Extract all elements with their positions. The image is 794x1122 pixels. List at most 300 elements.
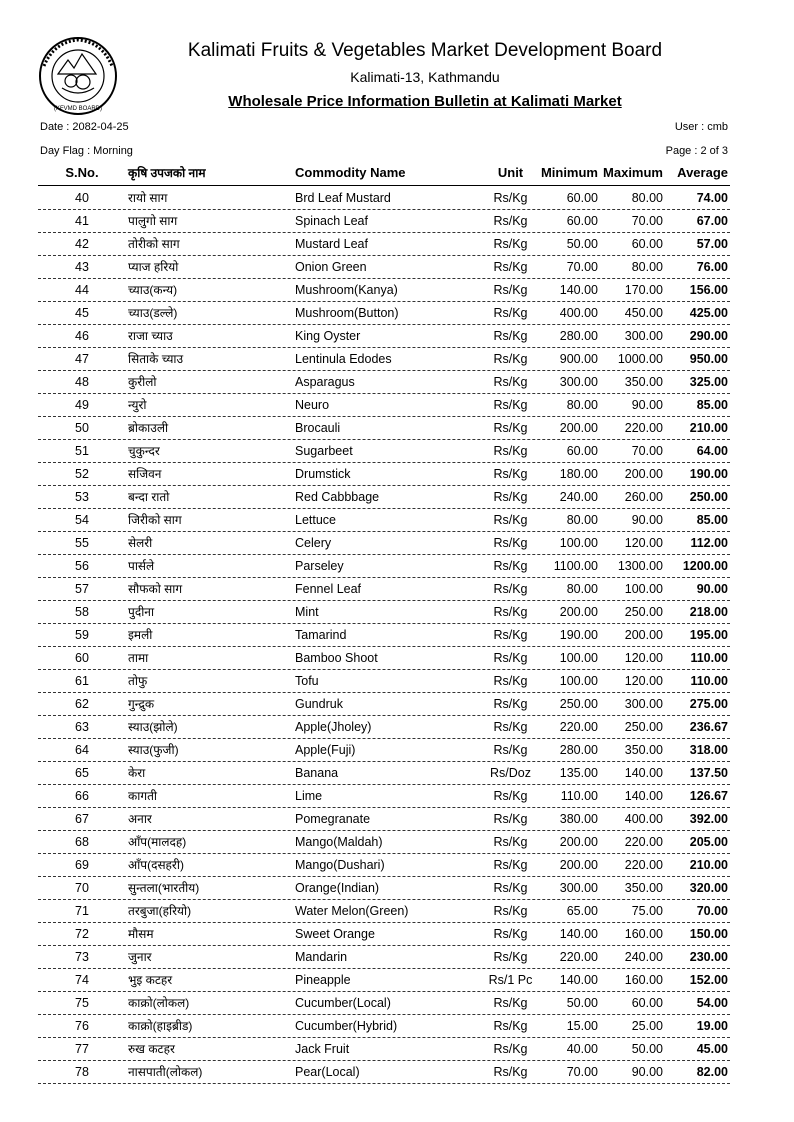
cell-average: 218.00: [689, 605, 728, 619]
cell-commodity-name: Sweet Orange: [295, 927, 375, 941]
cell-sn: 73: [75, 950, 89, 964]
table-row: [38, 393, 730, 417]
table-row: [38, 577, 730, 601]
cell-average: 152.00: [689, 973, 728, 987]
cell-commodity-name: Banana: [295, 766, 339, 780]
table-row: [38, 876, 730, 900]
cell-commodity-name: Lettuce: [295, 513, 337, 527]
table-row: [38, 646, 730, 670]
cell-minimum: 250.00: [559, 697, 598, 711]
cell-nepali-name: सिताके च्याउ: [128, 352, 184, 366]
cell-unit: Rs/Kg: [493, 214, 528, 228]
cell-maximum: 120.00: [624, 536, 663, 550]
cell-maximum: 160.00: [624, 973, 663, 987]
cell-sn: 74: [75, 973, 89, 987]
cell-nepali-name: गुन्द्रुक: [128, 697, 155, 711]
cell-maximum: 250.00: [624, 720, 663, 734]
cell-average: 425.00: [689, 306, 728, 320]
cell-average: 236.67: [689, 720, 728, 734]
table-row: [38, 738, 730, 762]
table-row: [38, 784, 730, 808]
cell-commodity-name: Mustard Leaf: [295, 237, 368, 251]
cell-commodity-name: Onion Green: [295, 260, 367, 274]
cell-unit: Rs/Kg: [493, 651, 528, 665]
cell-nepali-name: पार्सले: [128, 559, 155, 573]
cell-nepali-name: सेलरी: [128, 536, 153, 550]
cell-maximum: 60.00: [631, 996, 663, 1010]
cell-commodity-name: Mango(Maldah): [295, 835, 383, 849]
cell-average: 275.00: [689, 697, 728, 711]
cell-average: 54.00: [696, 996, 728, 1010]
cell-average: 210.00: [689, 421, 728, 435]
cell-nepali-name: मौसम: [128, 927, 154, 941]
cell-unit: Rs/Kg: [493, 1019, 528, 1033]
cell-unit: Rs/Kg: [493, 398, 528, 412]
cell-average: 19.00: [696, 1019, 728, 1033]
cell-unit: Rs/Kg: [493, 628, 528, 642]
cell-nepali-name: न्युरो: [128, 398, 147, 412]
cell-minimum: 300.00: [559, 375, 598, 389]
cell-average: 210.00: [689, 858, 728, 872]
cell-maximum: 80.00: [631, 260, 663, 274]
cell-average: 1200.00: [682, 559, 728, 573]
table-row: [38, 186, 730, 210]
cell-maximum: 400.00: [624, 812, 663, 826]
cell-sn: 56: [75, 559, 89, 573]
cell-minimum: 15.00: [566, 1019, 598, 1033]
board-logo-seal: [38, 36, 118, 116]
cell-unit: Rs/Kg: [493, 421, 528, 435]
cell-unit: Rs/Kg: [493, 996, 528, 1010]
table-row: [38, 600, 730, 624]
board-title: Kalimati Fruits & Vegetables Market Development Board: [187, 40, 663, 61]
header-average: Average: [677, 165, 728, 180]
cell-minimum: 100.00: [559, 674, 598, 688]
cell-sn: 43: [75, 260, 89, 274]
cell-average: 290.00: [689, 329, 728, 343]
cell-commodity-name: Asparagus: [295, 375, 355, 389]
cell-minimum: 50.00: [566, 996, 598, 1010]
header-maximum: Maximum: [603, 165, 663, 180]
cell-unit: Rs/Kg: [493, 1042, 528, 1056]
cell-nepali-name: पुदीना: [128, 605, 155, 619]
table-row: [38, 761, 730, 785]
header-commodity-name: Commodity Name: [295, 165, 406, 180]
cell-average: 190.00: [689, 467, 728, 481]
cell-unit: Rs/Kg: [493, 329, 528, 343]
cell-nepali-name: सजिवन: [128, 467, 162, 481]
cell-nepali-name: तोफु: [128, 674, 148, 688]
cell-maximum: 80.00: [631, 191, 663, 205]
cell-unit: Rs/Kg: [493, 559, 528, 573]
cell-nepali-name: जुनार: [128, 950, 152, 964]
cell-average: 205.00: [689, 835, 728, 849]
cell-unit: Rs/Kg: [493, 904, 528, 918]
cell-minimum: 80.00: [566, 513, 598, 527]
table-row: [38, 209, 730, 233]
cell-maximum: 50.00: [631, 1042, 663, 1056]
cell-nepali-name: सौफको साग: [128, 582, 183, 596]
cell-average: 70.00: [696, 904, 728, 918]
cell-commodity-name: Pineapple: [295, 973, 351, 987]
cell-minimum: 135.00: [559, 766, 598, 780]
table-header: [38, 161, 730, 186]
cell-minimum: 80.00: [566, 582, 598, 596]
cell-nepali-name: ब्रोकाउली: [128, 421, 169, 435]
cell-commodity-name: Mushroom(Kanya): [295, 283, 398, 297]
logo-caption: (KFVMD BOARD): [54, 106, 102, 112]
cell-maximum: 100.00: [624, 582, 663, 596]
cell-sn: 71: [75, 904, 89, 918]
cell-sn: 54: [75, 513, 89, 527]
cell-minimum: 900.00: [559, 352, 598, 366]
cell-commodity-name: Fennel Leaf: [295, 582, 362, 596]
cell-nepali-name: केरा: [128, 766, 146, 780]
cell-maximum: 140.00: [624, 766, 663, 780]
table-row: [38, 1037, 730, 1061]
cell-minimum: 200.00: [559, 835, 598, 849]
cell-average: 195.00: [689, 628, 728, 642]
cell-average: 67.00: [696, 214, 728, 228]
cell-average: 156.00: [689, 283, 728, 297]
cell-unit: Rs/Kg: [493, 237, 528, 251]
cell-sn: 40: [75, 191, 89, 205]
cell-maximum: 220.00: [624, 835, 663, 849]
cell-nepali-name: सुन्तला(भारतीय): [128, 881, 200, 895]
cell-average: 74.00: [696, 191, 728, 205]
cell-minimum: 240.00: [559, 490, 598, 504]
cell-maximum: 300.00: [624, 697, 663, 711]
page-number: Page : 2 of 3: [665, 145, 728, 157]
cell-unit: Rs/1 Pc: [488, 973, 533, 987]
cell-nepali-name: आँप(दसहरी): [128, 858, 184, 872]
table-row: [38, 623, 730, 647]
cell-unit: Rs/Doz: [490, 766, 531, 780]
cell-unit: Rs/Kg: [493, 513, 528, 527]
cell-minimum: 190.00: [559, 628, 598, 642]
cell-nepali-name: आँप(मालदह): [128, 835, 187, 849]
cell-commodity-name: Spinach Leaf: [295, 214, 368, 228]
cell-unit: Rs/Kg: [493, 743, 528, 757]
cell-maximum: 260.00: [624, 490, 663, 504]
table-row: [38, 830, 730, 854]
cell-sn: 68: [75, 835, 89, 849]
table-row: [38, 370, 730, 394]
cell-commodity-name: Lime: [295, 789, 323, 803]
cell-sn: 58: [75, 605, 89, 619]
day-flag: Day Flag : Morning: [40, 145, 133, 157]
cell-sn: 51: [75, 444, 89, 458]
cell-unit: Rs/Kg: [493, 950, 528, 964]
cell-nepali-name: राजा च्याउ: [128, 329, 173, 343]
cell-sn: 65: [75, 766, 89, 780]
cell-commodity-name: Bamboo Shoot: [295, 651, 378, 665]
header-minimum: Minimum: [540, 165, 598, 180]
cell-sn: 55: [75, 536, 89, 550]
cell-unit: Rs/Kg: [493, 375, 528, 389]
cell-average: 45.00: [696, 1042, 728, 1056]
table-row: [38, 462, 730, 486]
table-row: [38, 278, 730, 302]
cell-maximum: 70.00: [631, 214, 663, 228]
header-unit: Unit: [497, 165, 524, 180]
cell-minimum: 140.00: [559, 283, 598, 297]
cell-nepali-name: स्याउ(झोले): [128, 720, 178, 734]
cell-average: 137.50: [689, 766, 728, 780]
cell-sn: 70: [75, 881, 89, 895]
cell-sn: 50: [75, 421, 89, 435]
table-row: [38, 853, 730, 877]
cell-minimum: 220.00: [559, 720, 598, 734]
cell-commodity-name: Mango(Dushari): [295, 858, 385, 872]
cell-sn: 48: [75, 375, 89, 389]
cell-minimum: 200.00: [559, 605, 598, 619]
cell-nepali-name: रुख कटहर: [128, 1042, 175, 1056]
table-row: [38, 255, 730, 279]
cell-commodity-name: Orange(Indian): [295, 881, 380, 895]
cell-minimum: 70.00: [566, 1065, 598, 1079]
cell-nepali-name: अनार: [128, 812, 152, 826]
cell-sn: 45: [75, 306, 89, 320]
cell-commodity-name: Apple(Fuji): [295, 743, 356, 757]
cell-commodity-name: Jack Fruit: [295, 1042, 350, 1056]
cell-minimum: 70.00: [566, 260, 598, 274]
cell-sn: 67: [75, 812, 89, 826]
cell-minimum: 140.00: [559, 973, 598, 987]
cell-average: 150.00: [689, 927, 728, 941]
cell-nepali-name: तरबुजा(हरियो): [128, 904, 192, 918]
table-row: [38, 715, 730, 739]
cell-unit: Rs/Kg: [493, 306, 528, 320]
table-row: [38, 301, 730, 325]
table-row: [38, 899, 730, 923]
cell-average: 85.00: [696, 513, 728, 527]
cell-commodity-name: Mandarin: [295, 950, 348, 964]
cell-commodity-name: Parseley: [295, 559, 344, 573]
cell-maximum: 140.00: [624, 789, 663, 803]
cell-commodity-name: King Oyster: [295, 329, 361, 343]
cell-average: 110.00: [690, 674, 728, 688]
cell-maximum: 350.00: [624, 743, 663, 757]
table-row: [38, 347, 730, 371]
cell-unit: Rs/Kg: [493, 812, 528, 826]
board-address: Kalimati-13, Kathmandu: [350, 69, 500, 85]
cell-maximum: 75.00: [631, 904, 663, 918]
cell-minimum: 200.00: [559, 858, 598, 872]
cell-sn: 46: [75, 329, 89, 343]
cell-average: 230.00: [689, 950, 728, 964]
cell-sn: 77: [75, 1042, 89, 1056]
cell-commodity-name: Sugarbeet: [295, 444, 353, 458]
cell-sn: 60: [75, 651, 89, 665]
table-row: [38, 485, 730, 509]
cell-average: 250.00: [689, 490, 728, 504]
cell-nepali-name: प्याज हरियो: [128, 260, 179, 274]
table-row: [38, 232, 730, 256]
cell-nepali-name: काक्रो(हाइब्रीड): [128, 1019, 193, 1033]
cell-nepali-name: तोरीको साग: [128, 237, 180, 251]
cell-maximum: 1000.00: [617, 352, 663, 366]
cell-commodity-name: Cucumber(Local): [295, 996, 391, 1010]
cell-nepali-name: नासपाती(लोकल): [128, 1065, 203, 1079]
cell-commodity-name: Tofu: [295, 674, 319, 688]
cell-sn: 75: [75, 996, 89, 1010]
cell-unit: Rs/Kg: [493, 260, 528, 274]
cell-minimum: 100.00: [559, 651, 598, 665]
cell-maximum: 220.00: [624, 858, 663, 872]
cell-minimum: 400.00: [559, 306, 598, 320]
cell-unit: Rs/Kg: [493, 191, 528, 205]
cell-minimum: 280.00: [559, 743, 598, 757]
cell-average: 76.00: [696, 260, 728, 274]
cell-unit: Rs/Kg: [493, 927, 528, 941]
cell-sn: 53: [75, 490, 89, 504]
cell-maximum: 170.00: [624, 283, 663, 297]
cell-sn: 78: [75, 1065, 89, 1079]
cell-nepali-name: कुरीलो: [128, 375, 157, 389]
cell-average: 392.00: [689, 812, 728, 826]
cell-sn: 66: [75, 789, 89, 803]
cell-unit: Rs/Kg: [493, 789, 528, 803]
cell-nepali-name: तामा: [128, 651, 149, 665]
cell-nepali-name: जिरीको साग: [128, 513, 182, 527]
cell-unit: Rs/Kg: [493, 858, 528, 872]
cell-minimum: 100.00: [559, 536, 598, 550]
cell-maximum: 450.00: [624, 306, 663, 320]
cell-maximum: 90.00: [631, 398, 663, 412]
cell-average: 90.00: [696, 582, 728, 596]
table-row: [38, 554, 730, 578]
cell-unit: Rs/Kg: [493, 283, 528, 297]
cell-sn: 72: [75, 927, 89, 941]
cell-minimum: 280.00: [559, 329, 598, 343]
cell-commodity-name: Brocauli: [295, 421, 341, 435]
cell-average: 85.00: [696, 398, 728, 412]
cell-commodity-name: Drumstick: [295, 467, 351, 481]
cell-maximum: 90.00: [631, 513, 663, 527]
cell-minimum: 60.00: [566, 444, 598, 458]
cell-average: 110.00: [690, 651, 728, 665]
report-user: User : cmb: [674, 121, 728, 133]
cell-average: 950.00: [689, 352, 728, 366]
cell-nepali-name: च्याउ(कन्य): [128, 283, 178, 297]
cell-maximum: 250.00: [624, 605, 663, 619]
cell-unit: Rs/Kg: [493, 720, 528, 734]
cell-unit: Rs/Kg: [493, 352, 528, 366]
cell-minimum: 180.00: [559, 467, 598, 481]
cell-minimum: 140.00: [559, 927, 598, 941]
cell-maximum: 25.00: [631, 1019, 663, 1033]
cell-average: 318.00: [689, 743, 728, 757]
cell-sn: 47: [75, 352, 89, 366]
cell-minimum: 220.00: [559, 950, 598, 964]
cell-nepali-name: काक्रो(लोकल): [128, 996, 190, 1010]
cell-minimum: 60.00: [566, 214, 598, 228]
cell-minimum: 300.00: [559, 881, 598, 895]
table-row: [38, 669, 730, 693]
cell-unit: Rs/Kg: [493, 605, 528, 619]
cell-average: 82.00: [696, 1065, 728, 1079]
cell-unit: Rs/Kg: [493, 536, 528, 550]
table-row: [38, 1014, 730, 1038]
table-row: [38, 439, 730, 463]
cell-nepali-name: कागती: [128, 789, 158, 803]
cell-commodity-name: Lentinula Edodes: [295, 352, 392, 366]
cell-commodity-name: Red Cabbbage: [295, 490, 380, 504]
cell-commodity-name: Tamarind: [295, 628, 347, 642]
cell-maximum: 350.00: [624, 881, 663, 895]
cell-minimum: 80.00: [566, 398, 598, 412]
cell-minimum: 60.00: [566, 191, 598, 205]
cell-sn: 59: [75, 628, 89, 642]
table-row: [38, 991, 730, 1015]
cell-nepali-name: च्याउ(डल्ले): [128, 306, 178, 320]
cell-unit: Rs/Kg: [493, 467, 528, 481]
cell-sn: 69: [75, 858, 89, 872]
table-row: [38, 945, 730, 969]
cell-average: 112.00: [690, 536, 728, 550]
cell-average: 325.00: [689, 375, 728, 389]
table-row: [38, 508, 730, 532]
cell-nepali-name: बन्दा रातो: [128, 490, 170, 504]
cell-commodity-name: Brd Leaf Mustard: [295, 191, 391, 205]
cell-commodity-name: Celery: [295, 536, 332, 550]
header-nepali-name: कृषि उपजको नाम: [128, 166, 206, 180]
cell-minimum: 200.00: [559, 421, 598, 435]
cell-sn: 42: [75, 237, 89, 251]
cell-commodity-name: Apple(Jholey): [295, 720, 372, 734]
table-row: [38, 1060, 730, 1084]
table-row: [38, 692, 730, 716]
table-row: [38, 922, 730, 946]
cell-unit: Rs/Kg: [493, 582, 528, 596]
cell-nepali-name: इमली: [128, 628, 153, 642]
cell-unit: Rs/Kg: [493, 490, 528, 504]
cell-commodity-name: Cucumber(Hybrid): [295, 1019, 398, 1033]
cell-commodity-name: Water Melon(Green): [295, 904, 409, 918]
cell-nepali-name: स्याउ(फुजी): [128, 743, 179, 757]
cell-unit: Rs/Kg: [493, 835, 528, 849]
cell-nepali-name: चुकुन्दर: [128, 444, 160, 458]
cell-average: 64.00: [696, 444, 728, 458]
cell-sn: 61: [75, 674, 89, 688]
cell-average: 320.00: [689, 881, 728, 895]
cell-minimum: 1100.00: [553, 559, 598, 573]
cell-commodity-name: Neuro: [295, 398, 330, 412]
cell-sn: 44: [75, 283, 89, 297]
cell-unit: Rs/Kg: [493, 674, 528, 688]
cell-average: 57.00: [696, 237, 728, 251]
cell-maximum: 70.00: [631, 444, 663, 458]
cell-maximum: 200.00: [624, 628, 663, 642]
cell-sn: 57: [75, 582, 89, 596]
cell-unit: Rs/Kg: [493, 444, 528, 458]
table-row: [38, 807, 730, 831]
cell-commodity-name: Mushroom(Button): [295, 306, 399, 320]
cell-maximum: 60.00: [631, 237, 663, 251]
cell-maximum: 350.00: [624, 375, 663, 389]
report-date: Date : 2082-04-25: [40, 121, 129, 133]
cell-maximum: 200.00: [624, 467, 663, 481]
cell-unit: Rs/Kg: [493, 697, 528, 711]
table-row: [38, 324, 730, 348]
cell-nepali-name: पालुगो साग: [128, 214, 178, 228]
cell-maximum: 120.00: [624, 674, 663, 688]
cell-sn: 49: [75, 398, 89, 412]
cell-sn: 62: [75, 697, 89, 711]
cell-minimum: 65.00: [566, 904, 598, 918]
header-sn: S.No.: [65, 165, 99, 180]
